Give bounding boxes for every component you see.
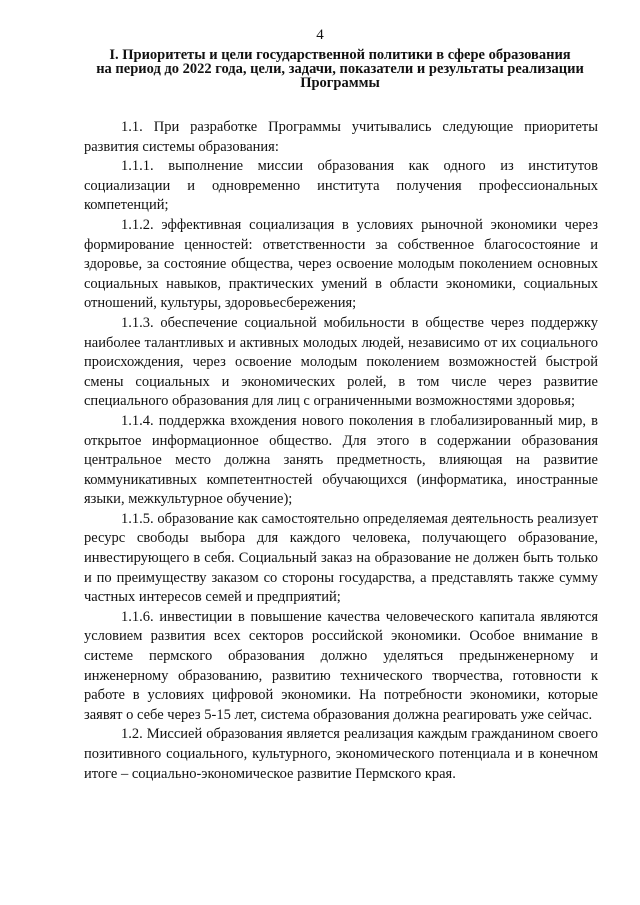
paragraph-1-1-4: 1.1.4. поддержка вхождения нового поколения в глобализированный мир, в открытое информационное общество. Для этого в содержании образования центральное место должна занять предметность, влияющая на развитие коммуникативных компетентностей обучающихся (информатика, иностранные языки, межкультурное обучение); (84, 412, 598, 508)
section-heading-line-3: Программы (300, 75, 380, 91)
paragraph-1-2: 1.2. Миссией образования является реализация каждым гражданином своего позитивного социального, культурного, экономического потенциала и в конечном итоге – социально-экономическое развитие Пермского края. (84, 726, 598, 782)
paragraph-1-1-5: 1.1.5. образование как самостоятельно определяемая деятельность реализует ресурс свободы выбора для каждого человека, получающего образование, инвестирующего в себя. Социальный заказ на образование не должен быть только и по преимуществу заказом со стороны государства, а представлять также сумму частных интересов семей и предприятий; (84, 510, 598, 606)
paragraph-1-1: 1.1. При разработке Программы учитывались следующие приоритеты развития системы образования: (84, 119, 598, 155)
section-heading-line-2: на период до 2022 года, цели, задачи, показатели и результаты реализации (96, 61, 584, 77)
paragraph-1-1-6: 1.1.6. инвестиции в повышение качества человеческого капитала являются условием развития всех секторов российской экономики. Особое внимание в системе пермского образования должно уделяться предынженерному и инженерному образованию, развитию технического творчества, готовности к работе в условиях цифровой экономики. На потребности экономики, которые заявят о себе через 5-15 лет, система образования должна реагировать уже сейчас. (84, 608, 598, 723)
section-heading (70, 48, 610, 90)
document-body (84, 118, 598, 784)
section-heading-line-1: I. Приоритеты и цели государственной политики в сфере образования (109, 47, 571, 63)
paragraph-1-1-2: 1.1.2. эффективная социализация в условиях рыночной экономики через формирование ценностей: ответственности за собственное благосостояние и здоровье, за состояние общества, через освоение молодым поколением основных социальных навыков, практических умений в области экономики, социальных отношений, культуры, здоровьесбережения; (84, 216, 598, 312)
paragraph-1-1-1: 1.1.1. выполнение миссии образования как одного из институтов социализации и одновременно института получения профессиональных компетенций; (84, 158, 598, 214)
paragraph-1-1-3: 1.1.3. обеспечение социальной мобильности в обществе через поддержку наиболее талантливых и активных молодых людей, независимо от их социального происхождения, через освоение молодым поколением возможностей быстрой смены социальных и экономических ролей, в том числе через развитие специального образования для лиц с ограниченными возможностями здоровья; (84, 314, 598, 410)
page-number: 4 (316, 27, 324, 43)
